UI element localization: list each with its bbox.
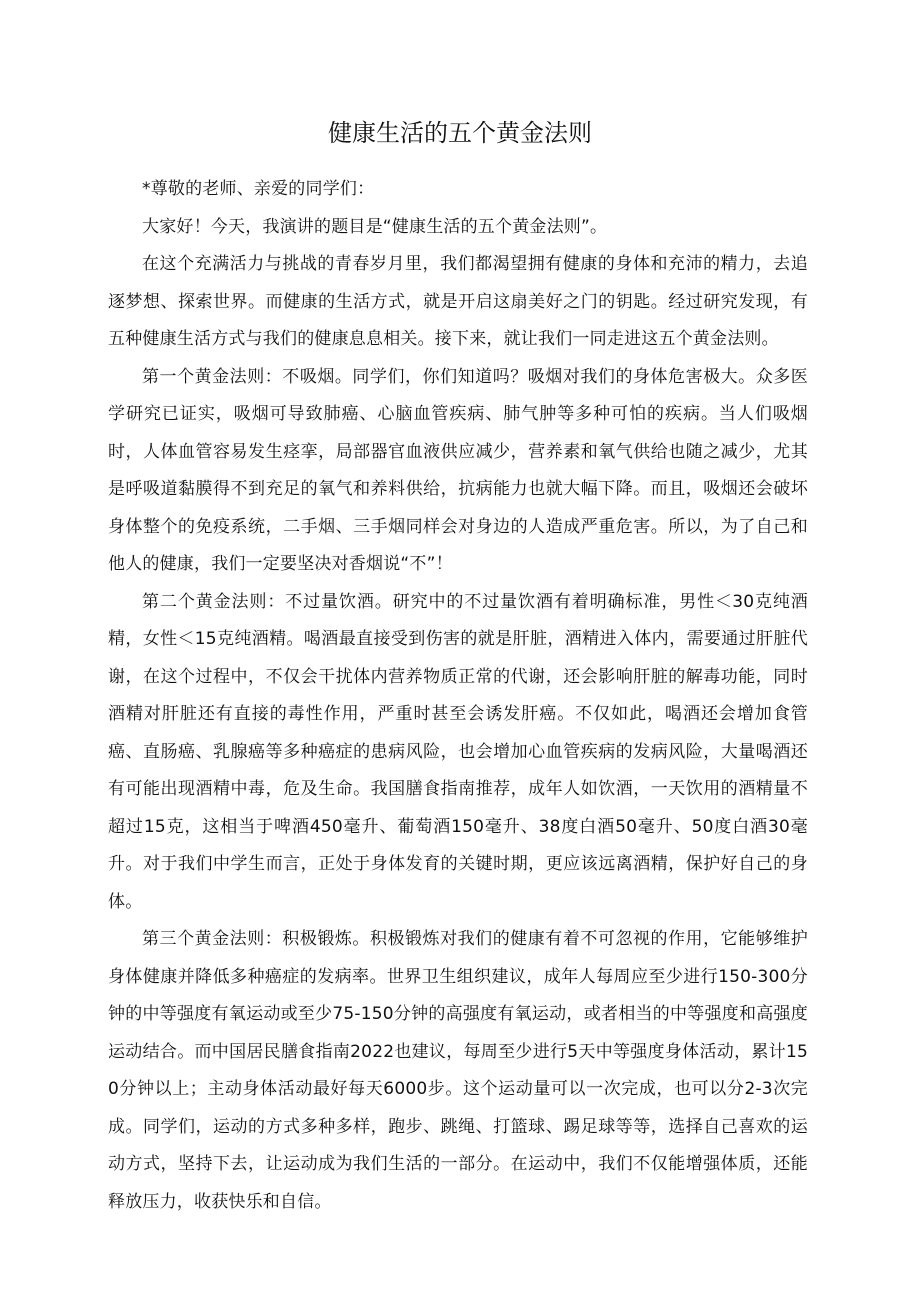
rule-one-paragraph: 第一个黄金法则：不吸烟。同学们，你们知道吗？吸烟对我们的身体危害极大。众多医学研究已证实，吸烟可导致肺癌、心脑血管疾病、肺气肿等多种可怕的疾病。当人们吸烟时，人体血管容易发生痉挛，局部器官血液供应减少，营养素和氧气供给也随之减少，尤其是呼吸道黏膜得不到充足的氧气和养料供给，抗病能力也就大幅下降。而且，吸烟还会破坏身体整个的免疫系统，二手烟、三手烟同样会对身边的人造成严重危害。所以，为了自己和他人的健康，我们一定要坚决对香烟说“不”！: [108, 366, 808, 574]
document-body: [108, 171, 808, 1221]
greeting-paragraph: *尊敬的老师、亲爱的同学们：: [142, 179, 375, 199]
rule-two-paragraph: 第二个黄金法则：不过量饮酒。研究中的不过量饮酒有着明确标准，男性＜30克纯酒精，女性＜15克纯酒精。喝酒最直接受到伤害的就是肝脏，酒精进入体内，需要通过肝脏代谢，在这个过程中，不仅会干扰体内营养物质正常的代谢，还会影响肝脏的解毒功能，同时酒精对肝脏还有直接的毒性作用，严重时甚至会诱发肝癌。不仅如此，喝酒还会增加食管癌、直肠癌、乳腺癌等多种癌症的患病风险，也会增加心血管疾病的发病风险，大量喝酒还有可能出现酒精中毒，危及生命。我国膳食指南推荐，成年人如饮酒，一天饮用的酒精量不超过15克，这相当于啤酒450毫升、葡萄酒150毫升、38度白酒50毫升、50度白酒30毫升。对于我们中学生而言，正处于身体发育的关键时期，更应该远离酒精，保护好自己的身体。: [108, 591, 808, 912]
intro-paragraph: 大家好！今天，我演讲的题目是“健康生活的五个黄金法则”。: [142, 216, 608, 237]
overview-paragraph: 在这个充满活力与挑战的青春岁月里，我们都渴望拥有健康的身体和充沛的精力，去追逐梦想、探索世界。而健康的生活方式，就是开启这扇美好之门的钥匙。经过研究发现，有五种健康生活方式与我们的健康息息相关。接下来，就让我们一同走进这五个黄金法则。: [108, 254, 808, 349]
document-title: 健康生活的五个黄金法则: [328, 119, 592, 147]
rule-three-paragraph: 第三个黄金法则：积极锻炼。积极锻炼对我们的健康有着不可忽视的作用，它能够维护身体健康并降低多种癌症的发病率。世界卫生组织建议，成年人每周应至少进行150-300分钟的中等强度有氧运动或至少75-150分钟的高强度有氧运动，或者相当的中等强度和高强度运动结合。而中国居民膳食指南2022也建议，每周至少进行5天中等强度身体活动，累计150分钟以上；主动身体活动最好每天6000步。这个运动量可以一次完成，也可以分2-3次完成。同学们，运动的方式多种多样，跑步、跳绳、打篮球、踢足球等等，选择自己喜欢的运动方式，坚持下去，让运动成为我们生活的一部分。在运动中，我们不仅能增强体质，还能释放压力，收获快乐和自信。: [108, 929, 808, 1212]
